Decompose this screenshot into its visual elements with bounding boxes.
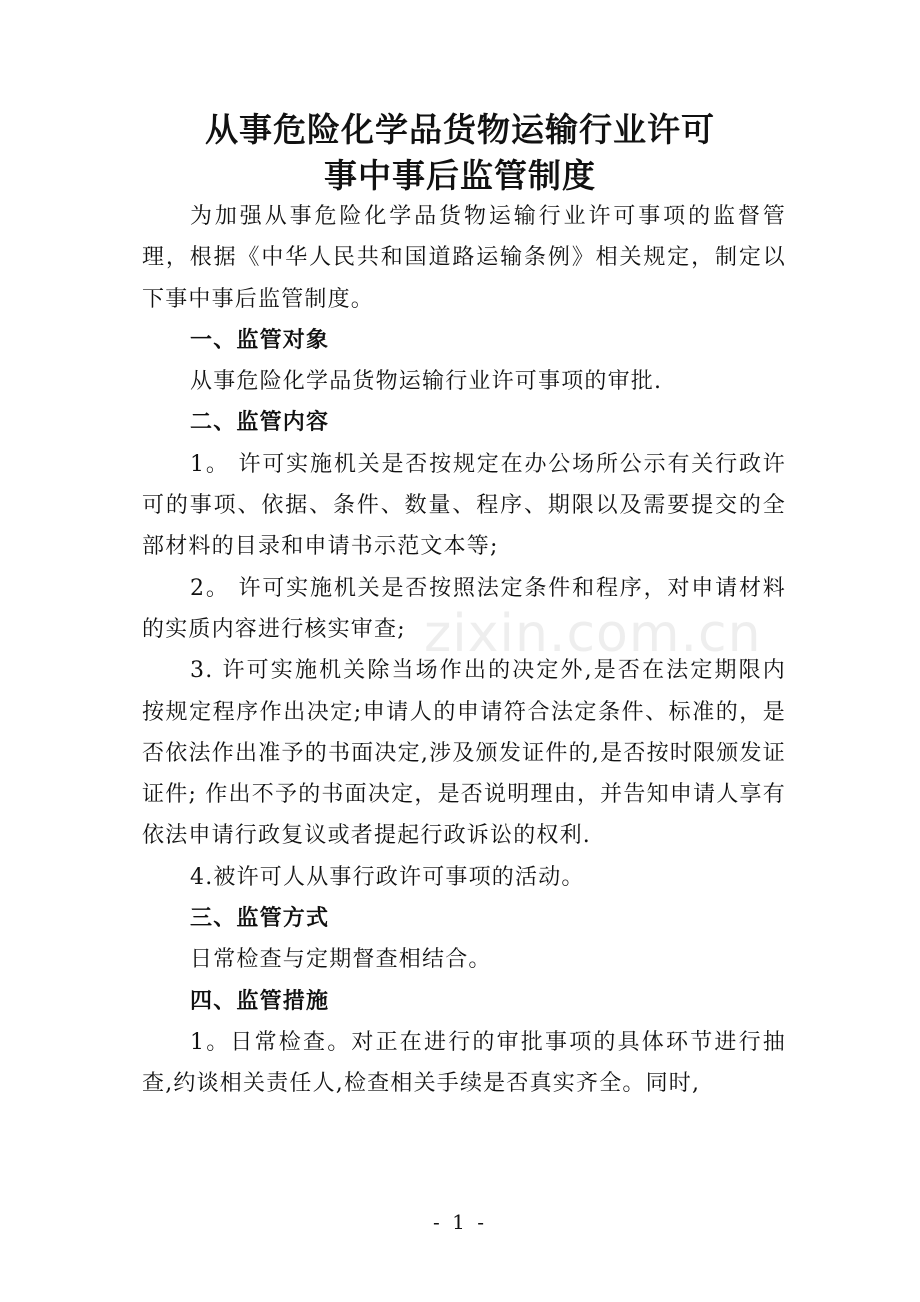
- section4-heading: 四、监管措施: [190, 988, 330, 1014]
- watermark: zixin.com.cn: [424, 604, 762, 664]
- section3-heading: 三、监管方式: [190, 906, 330, 932]
- section2-item4: 4.被许可人从事行政许可事项的活动。: [190, 864, 585, 890]
- section3-text: 日常检查与定期督查相结合。: [190, 947, 492, 973]
- section2-item1: 1。 许可实施机关是否按规定在办公场所公示有关行政许可的事项、依据、条件、数量、程序、期限以及需要提交的全部材料的目录和申请书示范文本等;: [142, 451, 786, 560]
- document-title-line2: 事中事后监管制度: [324, 156, 596, 195]
- section2-item2: 2。 许可实施机关是否按照法定条件和程序，对申请材料的实质内容进行核实审查;: [142, 575, 786, 642]
- section2-heading: 二、监管内容: [190, 410, 330, 436]
- section2-item3: 3. 许可实施机关除当场作出的决定外,是否在法定期限内按规定程序作出决定;申请人的申请符合法定条件、标准的，是否依法作出准予的书面决定,涉及颁发证件的,是否按时限颁发证证件; 作出不予的书面决定，是否说明理由，并告知申请人享有依法申请行政复议或者提起行政诉讼的权利.: [142, 658, 786, 849]
- section4-item1: 1。日常检查。对正在进行的审批事项的具体环节进行抽查,约谈相关责任人,检查相关手续是否真实齐全。同时,: [142, 1029, 786, 1097]
- document-title-line1: 从事危险化学品货物运输行业许可: [205, 110, 715, 149]
- section1-heading: 一、监管对象: [190, 327, 330, 353]
- intro-paragraph: 为加强从事危险化学品货物运输行业许可事项的监督管理，根据《中华人民共和国道路运输条例》相关规定，制定以下事中事后监管制度。: [142, 204, 786, 312]
- document-body: [142, 196, 786, 1105]
- section1-text: 从事危险化学品货物运输行业许可事项的审批.: [190, 369, 663, 395]
- page-number: - 1 -: [433, 1210, 487, 1234]
